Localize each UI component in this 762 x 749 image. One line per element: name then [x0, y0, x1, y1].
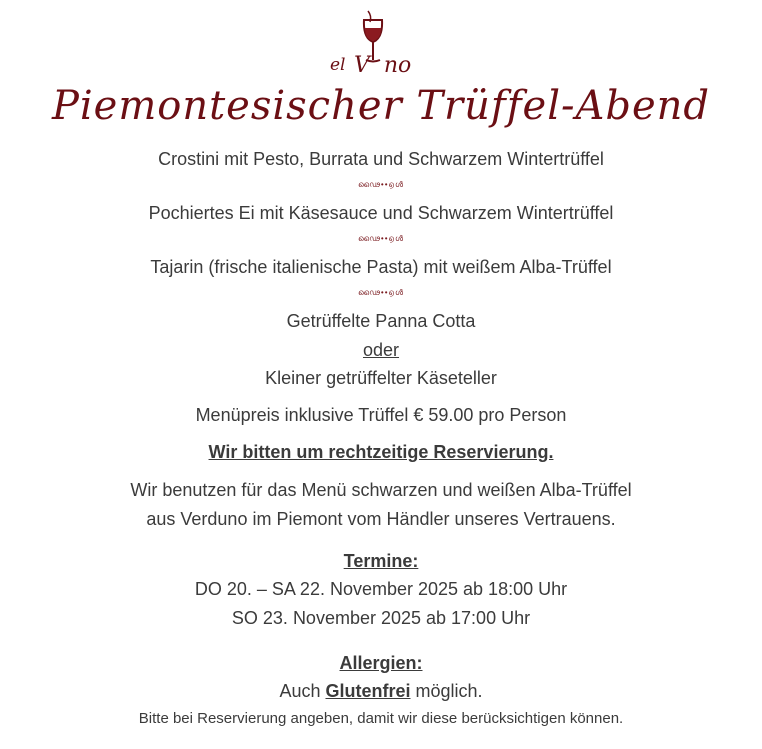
allergens-note: Bitte bei Reservierung angeben, damit wir diese berücksichtigen können.: [138, 710, 624, 727]
ornament-divider: ഢൈ••൭ൾ: [358, 234, 404, 243]
course-1: Crostini mit Pesto, Burrata und Schwarzem Wintertrüffel: [158, 149, 604, 169]
allergens-suffix: möglich.: [410, 681, 483, 701]
allergens-prefix: Auch: [279, 681, 326, 701]
reservation-note: Wir bitten um rechtzeitige Reservierung.: [208, 442, 554, 462]
gluten-free-label: Glutenfrei: [325, 681, 411, 701]
logo-text-el: el: [330, 55, 346, 75]
ornament-divider: ഢൈ••൭ൾ: [358, 180, 404, 189]
ornament-divider: ഢൈ••൭ൾ: [358, 288, 404, 297]
logo-text-vino: V no: [354, 53, 412, 78]
wine-glass-icon: [318, 8, 428, 78]
el-vino-logo: [318, 8, 428, 78]
info-line-2: aus Verduno im Piemont vom Händler unseres Vertrauens.: [146, 509, 616, 529]
allergens-line: [0, 680, 762, 702]
page-title: Piemontesischer Trüffel-Abend: [51, 83, 711, 129]
allergens-heading: Allergien:: [339, 653, 423, 673]
price-line: Menüpreis inklusive Trüffel € 59.00 pro Person: [195, 405, 567, 425]
course-3: Tajarin (frische italienische Pasta) mit weißem Alba-Trüffel: [150, 257, 612, 277]
dates-line-2: SO 23. November 2025 ab 17:00 Uhr: [231, 608, 531, 628]
info-line-1: Wir benutzen für das Menü schwarzen und weißen Alba-Trüffel: [130, 480, 632, 500]
dessert-2: Kleiner getrüffelter Käseteller: [265, 368, 497, 388]
dessert-1: Getrüffelte Panna Cotta: [286, 311, 476, 331]
dates-heading: Termine:: [343, 551, 419, 571]
course-2: Pochiertes Ei mit Käsesauce und Schwarzem Wintertrüffel: [148, 203, 614, 223]
or-label: oder: [362, 340, 400, 360]
dates-line-1: DO 20. – SA 22. November 2025 ab 18:00 Uhr: [194, 579, 568, 599]
